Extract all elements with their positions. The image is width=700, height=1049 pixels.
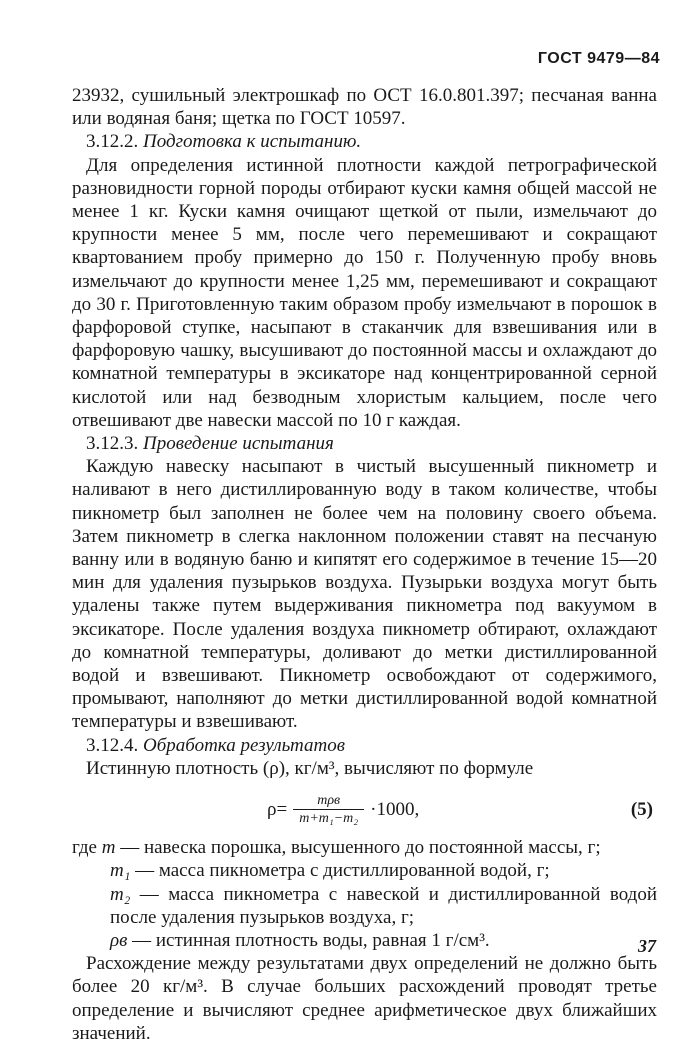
definition-symbol: m₂: [110, 883, 131, 905]
formula-lhs: ρ=: [267, 799, 288, 821]
definition-item: [72, 883, 657, 929]
section-title: Подготовка к испытанию.: [143, 131, 362, 153]
formula-denominator: m+m₁−m₂: [293, 809, 364, 827]
closing-paragraph: Расхождение между результатами двух определений не должно быть более 20 кг/м³. В случае больших расхождений проводят третье определение и вычисляют среднее арифметическое двух ближайших значений.: [72, 953, 657, 1044]
definition-text: — истинная плотность воды, равная 1 г/см³.: [132, 929, 490, 951]
section-title: Обработка результатов: [143, 734, 345, 756]
section-3-12-2-text: Для определения истинной плотности каждой петрографической разновидности горной породы отбирают куски камня общей массой не менее 1 кг. Куски камня очищают щеткой от пыли, измельчают до крупности менее 5 мм, после чего перемешивают и сокращают квартованием пробу примерно до 150 г. Полученную пробу вновь измельчают до крупности менее 1,25 мм, перемешивают и сокращают до 30 г. Приготовленную таким образом пробу измельчают в порошок в фарфоровой ступке, насыпают в стаканчик для взвешивания или в фарфоровую чашку, высушивают до постоянной массы и охлаждают до комнатной температуры в эксикаторе над концентрированной серной кислотой или над безводным хлористым кальцием, после чего отвешивают две навески массой по 10 г каждая.: [72, 154, 657, 431]
definition-symbol: m: [101, 837, 116, 859]
formula-number: (5): [630, 799, 653, 821]
definition-item: [72, 929, 657, 952]
section-title: Проведение испытания: [143, 433, 334, 455]
density-formula: [72, 786, 657, 834]
definition-symbol: ρв: [110, 929, 128, 951]
standard-code-header: ГОСТ 9479—84: [537, 50, 660, 67]
document-body: [72, 84, 657, 1045]
definition-text: — навеска порошка, высушенного до постоянной массы, г;: [120, 837, 601, 859]
page-number: 37: [638, 936, 656, 956]
section-3-12-3-text: Каждую навеску насыпают в чистый высушенный пикнометр и наливают в него дистиллированную воду в таком количестве, чтобы пикнометр был заполнен не более чем на половину своего объема. Затем пикнометр в слегка наклонном положении ставят на песчаную ванну или в водяную баню и кипятят его содержимое в течение 15—20 мин для удаления пузырьков воздуха. Пузырьки воздуха могут быть удалены также путем выдерживания пикнометра под вакуумом в эксикаторе. После удаления воздуха пикнометр обтирают, охлаждают до комнатной температуры, доливают до метки дистиллированной водой и взвешивают. Пикнометр освобождают от содержимого, промывают, наполняют до метки дистиллированной водой комнатной температуры и взвешивают.: [72, 456, 657, 733]
section-3-12-4-heading: [86, 734, 657, 757]
section-number: 3.12.2.: [86, 131, 139, 153]
section-3-12-3-heading: [86, 432, 657, 455]
definitions-list: [72, 836, 657, 952]
definition-text: — масса пикнометра с навеской и дистиллированной водой после удаления пузырьков воздуха, г;: [110, 883, 658, 928]
opening-paragraph: 23932, сушильный электрошкаф по ОСТ 16.0.801.397; песчаная ванна или водяная баня; щетка по ГОСТ 10597.: [72, 85, 657, 130]
section-3-12-2-heading: [86, 130, 657, 153]
definition-text: — масса пикнометра с дистиллированной водой, г;: [135, 860, 550, 882]
definition-item: [72, 859, 657, 882]
definition-item: [72, 836, 657, 859]
section-number: 3.12.4.: [86, 734, 139, 756]
section-3-12-4-intro: Истинную плотность (ρ), кг/м³, вычисляют по формуле: [86, 757, 534, 779]
definition-lead: где: [72, 837, 97, 859]
formula-multiplier: ·1000,: [370, 799, 420, 821]
section-number: 3.12.3.: [86, 433, 139, 455]
formula-fraction: [293, 793, 364, 827]
definition-symbol: m₁: [110, 860, 131, 882]
formula-numerator: mρв: [317, 793, 341, 809]
